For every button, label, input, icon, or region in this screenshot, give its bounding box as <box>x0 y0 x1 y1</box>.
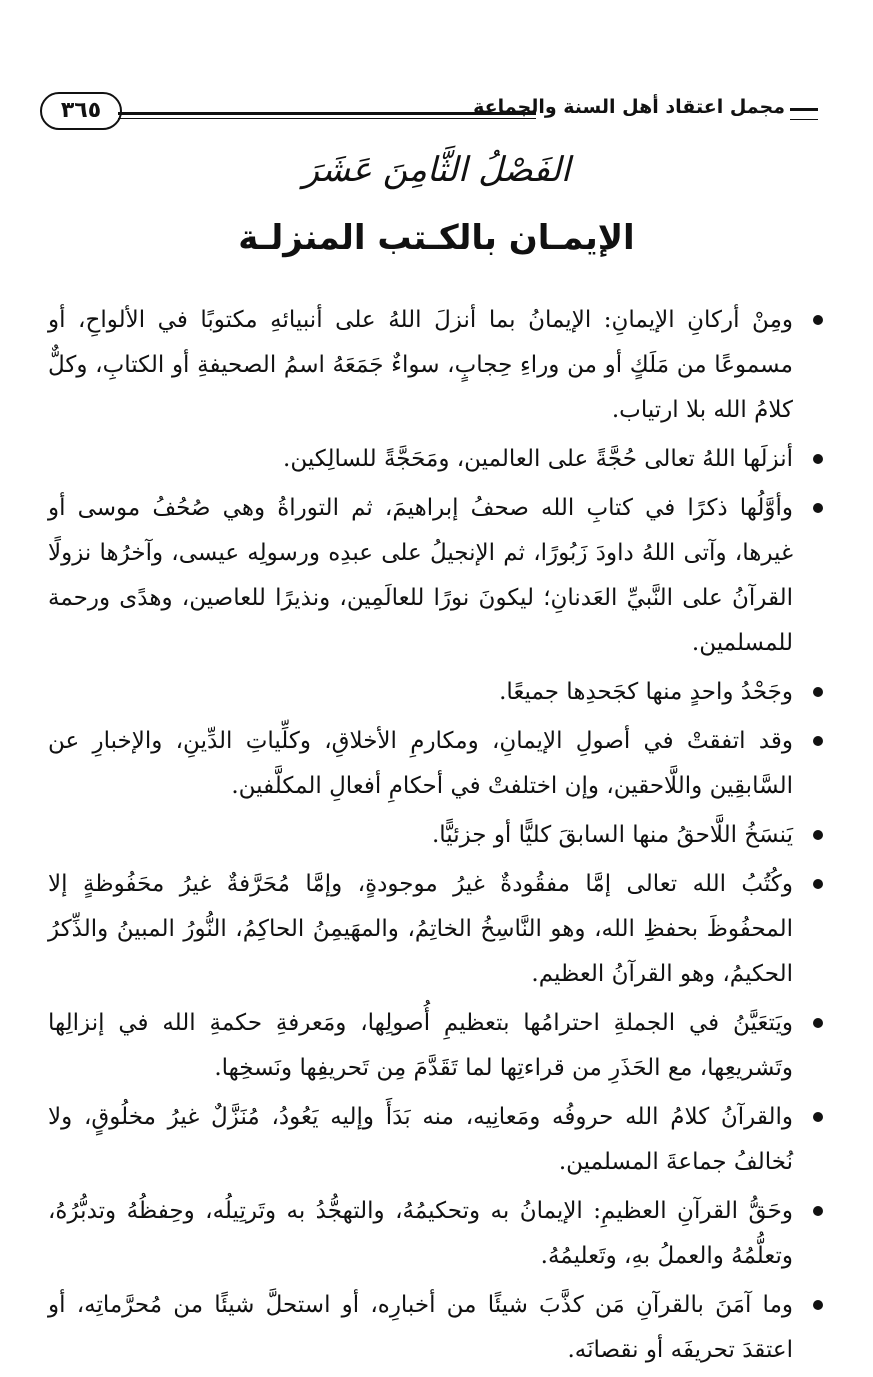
bullet-icon <box>813 687 823 697</box>
paragraph-text: أنزلَها اللهُ تعالى حُجَّةً على العالمين، ومَحَجَّةً للسالِكين. <box>283 446 793 472</box>
bullet-icon <box>813 830 823 840</box>
page-header <box>20 88 820 138</box>
paragraph-text: يَنسَخُ اللَّاحقُ منها السابقَ كليًّا أو جزئيًّا. <box>431 822 793 848</box>
bullet-icon <box>813 1300 823 1310</box>
bullet-icon <box>813 315 823 325</box>
paragraph-7 <box>48 862 823 997</box>
paragraph-11 <box>48 1283 823 1373</box>
paragraph-4 <box>48 670 823 715</box>
paragraph-8 <box>48 1001 823 1091</box>
chapter-heading: الفَصْلُ الثَّامِنَ عَشَرَ <box>302 150 571 190</box>
paragraph-1 <box>48 298 823 433</box>
paragraph-text: والقرآنُ كلامُ الله حروفُه ومَعانِيه، منه بَدَأَ وإليه يَعُودُ، مُنَزَّلٌ غيرُ مخلُوقٍ، ولا نُخالفُ جماعةَ المسلمين. <box>48 1104 793 1175</box>
paragraph-2 <box>48 437 823 482</box>
bullet-icon <box>813 879 823 889</box>
paragraph-3 <box>48 486 823 666</box>
page-number: ٣٦٥ <box>40 92 122 130</box>
paragraph-9 <box>48 1095 823 1185</box>
paragraph-6 <box>48 813 823 858</box>
paragraph-text: وأوَّلُها ذكرًا في كتابِ الله صحفُ إبراهيمَ، ثم التوراةُ وهي صُحُفُ موسى أو غيرها، وآتى اللهُ داودَ زَبُورًا، ثم الإنجيلُ على عبدِه ورسولِه عيسى، وآخرُها نزولًا القرآنُ على النَّبيِّ العَدنانِ؛ ليكونَ نورًا للعالَمِين، ونذيرًا للعاصين، وهدًى ورحمة للمسلمين. <box>48 495 793 656</box>
header-ornament <box>790 108 818 120</box>
paragraph-text: وحَقُّ القرآنِ العظيمِ: الإيمانُ به وتحكيمُهُ، والتهجُّدُ به وتَرتِيلُه، وحِفظُهُ وتدبُّرُهُ، وتعلُّمُهُ والعملُ بهِ، وتَعليمُهُ. <box>48 1198 793 1269</box>
paragraph-10 <box>48 1189 823 1279</box>
paragraph-text: وكُتُبُ الله تعالى إمَّا مفقُودةٌ غيرُ موجودةٍ، وإمَّا مُحَرَّفةٌ غيرُ محَفُوظةٍ إلا المحفُوظَ بحفظِ الله، وهو النَّاسِخُ الخاتِمُ، والمهَيمِنُ الحاكِمُ، النُّورُ المبينُ والذِّكرُ الحكيمُ، وهو القرآنُ العظيم. <box>48 871 793 987</box>
paragraph-text: ومِنْ أركانِ الإيمانِ: الإيمانُ بما أنزلَ اللهُ على أنبيائهِ مكتوبًا في الألواحِ، أو مسموعًا من مَلَكٍ أو من وراءِ حِجابٍ، سواءٌ جَمَعَهُ اسمُ الصحيفةِ أو الكتابِ، وكلٌّ كلامُ الله بلا ارتياب. <box>48 307 793 423</box>
paragraph-text: وقد اتفقتْ في أصولِ الإيمانِ، ومكارمِ الأخلاقِ، وكلِّياتِ الدِّينِ، والإخبارِ عن السَّابقِين واللَّاحقين، وإن اختلفتْ في أحكامِ أفعالِ المكلَّفين. <box>48 728 793 799</box>
paragraph-text: ويَتعَيَّنُ في الجملةِ احترامُها بتعظيمِ أُصولِها، ومَعرفةِ حكمةِ الله في إنزالِها وتَشريعِها، مع الحَذَرِ من قراءتِها لما تَقَدَّمَ مِن تَحريفِها ونَسخِها. <box>48 1010 793 1081</box>
running-title: مجمل اعتقاد أهل السنة والجماعة <box>473 96 785 118</box>
paragraph-text: وما آمَنَ بالقرآنِ مَن كذَّبَ شيئًا من أخبارِه، أو استحلَّ شيئًا من مُحرَّماتِه، أو اعتقدَ تحريفَه أو نقصانَه. <box>48 1292 793 1363</box>
section-title: الإيمـان بالكـتب المنزلـة <box>238 218 635 258</box>
paragraph-text: وجَحْدُ واحدٍ منها كجَحدِها جميعًا. <box>499 679 793 705</box>
body-text <box>48 298 823 1377</box>
bullet-icon <box>813 1206 823 1216</box>
bullet-icon <box>813 1112 823 1122</box>
bullet-icon <box>813 503 823 513</box>
bullet-icon <box>813 1018 823 1028</box>
bullet-icon <box>813 454 823 464</box>
paragraph-5 <box>48 719 823 809</box>
bullet-icon <box>813 736 823 746</box>
